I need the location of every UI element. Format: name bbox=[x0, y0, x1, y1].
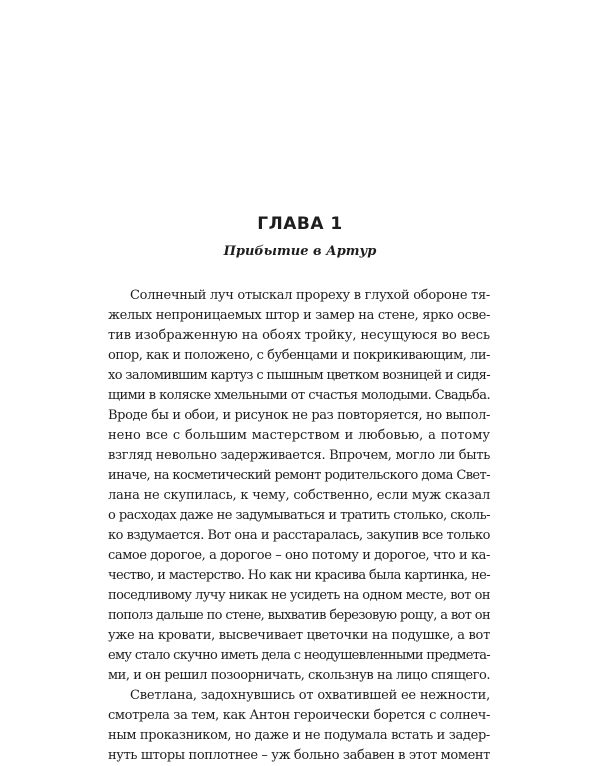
text-line: Солнечный луч отыскал прореху в глухой обороне тя- bbox=[130, 288, 490, 303]
text-line: Светлана, задохнувшись от охватившей ее нежности, bbox=[130, 688, 490, 703]
text-line: чество, и мастерство. Но как ни красива была картинка, не- bbox=[108, 568, 490, 583]
text-line: пополз дальше по стене, выхватив березовую рощу, а вот он bbox=[108, 608, 490, 623]
text-line: нено все с большим мастерством и любовью, а потому bbox=[108, 428, 490, 443]
text-line: самое дорогое, а дорогое – оно потому и дорогое, что и ка- bbox=[108, 548, 490, 563]
text-line: ко вздумается. Вот она и расстаралась, закупив все только bbox=[108, 528, 490, 543]
text-line: щими в коляске хмельными от счастья молодыми. Свадьба. bbox=[108, 388, 490, 403]
text-line: уже на кровати, высвечивает цветочки на подушке, а вот bbox=[108, 628, 490, 643]
text-line: ми, и он решил позоорничать, скользнув на лицо спящего. bbox=[108, 668, 490, 683]
chapter-title: ГЛАВА 1 bbox=[257, 214, 343, 234]
text-line: взгляд невольно задерживается. Впрочем, могло ли быть bbox=[108, 448, 490, 463]
text-line: желых непроницаемых штор и замер на стене, ярко осве- bbox=[108, 308, 490, 323]
text-line: хо заломившим картуз с пышным цветком возницей и сидя- bbox=[108, 368, 490, 383]
text-line: Вроде бы и обои, и рисунок не раз повторяется, но выпол- bbox=[108, 408, 490, 423]
text-line: иначе, на косметический ремонт родительского дома Свет- bbox=[108, 468, 490, 483]
text-line: о расходах даже не задумываться и тратить столько, сколь- bbox=[108, 508, 490, 523]
text-line: опор, как и положено, с бубенцами и покрикивающим, ли- bbox=[108, 348, 490, 363]
text-line: тив изображенную на обоях тройку, несущуюся во весь bbox=[108, 328, 490, 343]
text-line: поседливому лучу никак не усидеть на одном месте, вот он bbox=[108, 588, 490, 603]
text-line: ным проказником, но даже и не подумала встать и задер- bbox=[108, 728, 490, 743]
chapter-subtitle: Прибытие в Артур bbox=[223, 244, 377, 259]
body-text bbox=[108, 286, 490, 766]
text-line: лана не скупилась, к чему, собственно, если муж сказал bbox=[108, 488, 491, 503]
text-line: нуть шторы поплотнее – уж больно забавен в этот момент bbox=[108, 748, 490, 763]
text-line: смотрела за тем, как Антон героически борется с солнеч- bbox=[108, 708, 490, 723]
text-line: ему стало скучно иметь дела с неодушевленными предмета- bbox=[108, 648, 490, 663]
